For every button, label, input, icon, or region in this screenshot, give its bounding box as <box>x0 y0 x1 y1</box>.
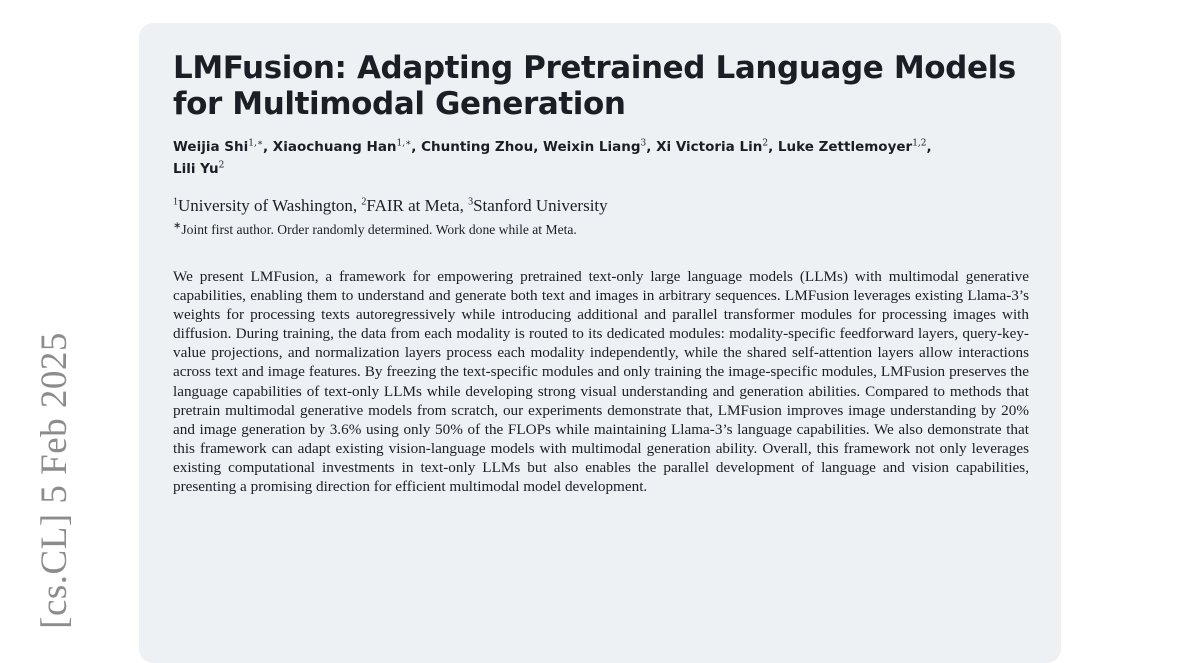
affiliation: $^1$University of Washington, <box>173 196 362 215</box>
author: Xiaochuang Han$^{1,∗}$, <box>272 138 422 155</box>
affiliation: $^2$FAIR at Meta, <box>361 196 469 215</box>
author: Luke Zettlemoyer$^{1,2}$, <box>777 138 932 155</box>
affiliations <box>173 195 1043 217</box>
author-list <box>173 136 1043 180</box>
author: Weixin Liang$^3$, <box>543 138 657 155</box>
paper-title: LMFusion: Adapting Pretrained Language Models for Multimodal Generation <box>173 50 1016 122</box>
author: Weijia Shi$^{1,∗}$, <box>173 138 273 155</box>
author: Chunting Zhou, <box>421 139 544 155</box>
author: Xi Victoria Lin$^2$, <box>656 138 778 155</box>
arxiv-identifier-text: [cs.CL] 5 Feb 2025 <box>33 331 75 629</box>
author-note: ∗Joint first author. Order randomly determined. Work done while at Meta. <box>173 220 577 237</box>
affiliation: $^3$Stanford University <box>468 196 608 215</box>
arxiv-side-label <box>24 320 84 640</box>
author: Lili Yu$^2$ <box>173 160 225 177</box>
abstract-text: We present LMFusion, a framework for empowering pretrained text-only large language models (LLMs) with multimodal generative capabilities, enabling them to understand and generate both text and images in arbitrary sequences. LMFusion leverages existing Llama-3’s weights for processing texts autoregressively while introducing additional and parallel transformer modules for processing images with diffusion. During training, the data from each modality is routed to its dedicated modules: modality-specific feedforward layers, query-key-value projections, and normalization layers process each modality independently, while the shared self-attention layers allow interactions across text and image features. By freezing the text-specific modules and only training the image-specific modules, LMFusion preserves the language capabilities of text-only LLMs while developing strong visual understanding and generation abilities. Compared to methods that pretrain multimodal generative models from scratch, our experiments demonstrate that, LMFusion improves image understanding by 20% and image generation by 3.6% using only 50% of the FLOPs while maintaining Llama-3’s language capabilities. We also demonstrate that this framework can adapt existing vision-language models with multimodal generation ability. Overall, this framework not only leverages existing computational investments in text-only LLMs but also enables the parallel development of language and vision capabilities, presenting a promising direction for efficient multimodal model development. <box>173 268 1029 496</box>
